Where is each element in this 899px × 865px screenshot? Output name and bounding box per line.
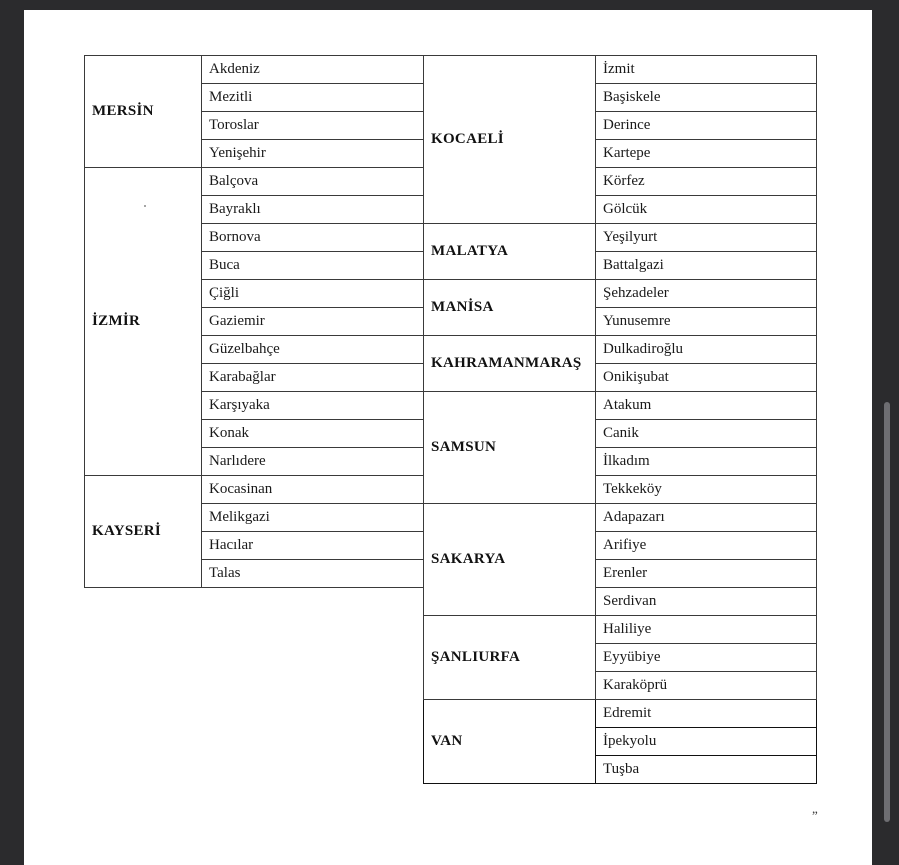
province-cell: KAHRAMANMARAŞ <box>424 336 596 392</box>
left-districts-table <box>84 55 424 588</box>
district-cell: Gaziemir <box>202 308 424 336</box>
district-cell: Kocasinan <box>202 476 424 504</box>
district-cell: Erenler <box>596 560 817 588</box>
province-cell: SAMSUN <box>424 392 596 504</box>
province-cell: KAYSERİ <box>85 476 202 588</box>
province-cell: İZMİR <box>85 168 202 476</box>
district-cell: Serdivan <box>596 588 817 616</box>
table-row <box>85 168 424 196</box>
district-cell: Battalgazi <box>596 252 817 280</box>
district-cell: Gölcük <box>596 196 817 224</box>
district-cell: Dulkadiroğlu <box>596 336 817 364</box>
district-cell: İzmit <box>596 56 817 84</box>
district-cell: Tekkeköy <box>596 476 817 504</box>
district-cell: Narlıdere <box>202 448 424 476</box>
district-cell: Yunusemre <box>596 308 817 336</box>
province-cell: SAKARYA <box>424 504 596 616</box>
district-cell: Onikişubat <box>596 364 817 392</box>
district-cell: Yenişehir <box>202 140 424 168</box>
district-cell: Kartepe <box>596 140 817 168</box>
province-cell: VAN <box>424 700 596 784</box>
district-cell: Adapazarı <box>596 504 817 532</box>
table-row <box>424 504 817 532</box>
province-cell: MALATYA <box>424 224 596 280</box>
district-cell: Karşıyaka <box>202 392 424 420</box>
province-cell: MERSİN <box>85 56 202 168</box>
district-cell: İlkadım <box>596 448 817 476</box>
table-row <box>424 392 817 420</box>
district-cell: Akdeniz <box>202 56 424 84</box>
district-cell: Hacılar <box>202 532 424 560</box>
district-cell: Buca <box>202 252 424 280</box>
district-cell: Yeşilyurt <box>596 224 817 252</box>
table-row <box>424 56 817 84</box>
province-cell: MANİSA <box>424 280 596 336</box>
district-cell: Balçova <box>202 168 424 196</box>
table-row <box>85 56 424 84</box>
district-cell: Bayraklı <box>202 196 424 224</box>
table-row <box>424 616 817 644</box>
district-cell: Eyyübiye <box>596 644 817 672</box>
district-cell: Melikgazi <box>202 504 424 532</box>
district-cell: İpekyolu <box>596 728 817 756</box>
district-cell: Çiğli <box>202 280 424 308</box>
district-cell: Körfez <box>596 168 817 196</box>
vertical-scrollbar[interactable] <box>884 402 890 822</box>
right-districts-table <box>423 55 817 784</box>
district-cell: Şehzadeler <box>596 280 817 308</box>
district-cell: Toroslar <box>202 112 424 140</box>
district-cell: Başiskele <box>596 84 817 112</box>
district-cell: Arifiye <box>596 532 817 560</box>
district-cell: Canik <box>596 420 817 448</box>
table-row <box>424 224 817 252</box>
table-row <box>424 336 817 364</box>
table-row <box>424 280 817 308</box>
district-cell: Haliliye <box>596 616 817 644</box>
district-cell: Talas <box>202 560 424 588</box>
district-cell: Tuşba <box>596 756 817 784</box>
table-row <box>424 700 817 728</box>
district-cell: Atakum <box>596 392 817 420</box>
district-cell: Bornova <box>202 224 424 252</box>
district-cell: Karaköprü <box>596 672 817 700</box>
closing-quote-mark: ” <box>812 808 818 823</box>
district-cell: Güzelbahçe <box>202 336 424 364</box>
district-cell: Karabağlar <box>202 364 424 392</box>
province-cell: KOCAELİ <box>424 56 596 224</box>
district-cell: Derince <box>596 112 817 140</box>
district-cell: Konak <box>202 420 424 448</box>
district-cell: Mezitli <box>202 84 424 112</box>
table-row <box>85 476 424 504</box>
district-cell: Edremit <box>596 700 817 728</box>
province-cell: ŞANLIURFA <box>424 616 596 700</box>
